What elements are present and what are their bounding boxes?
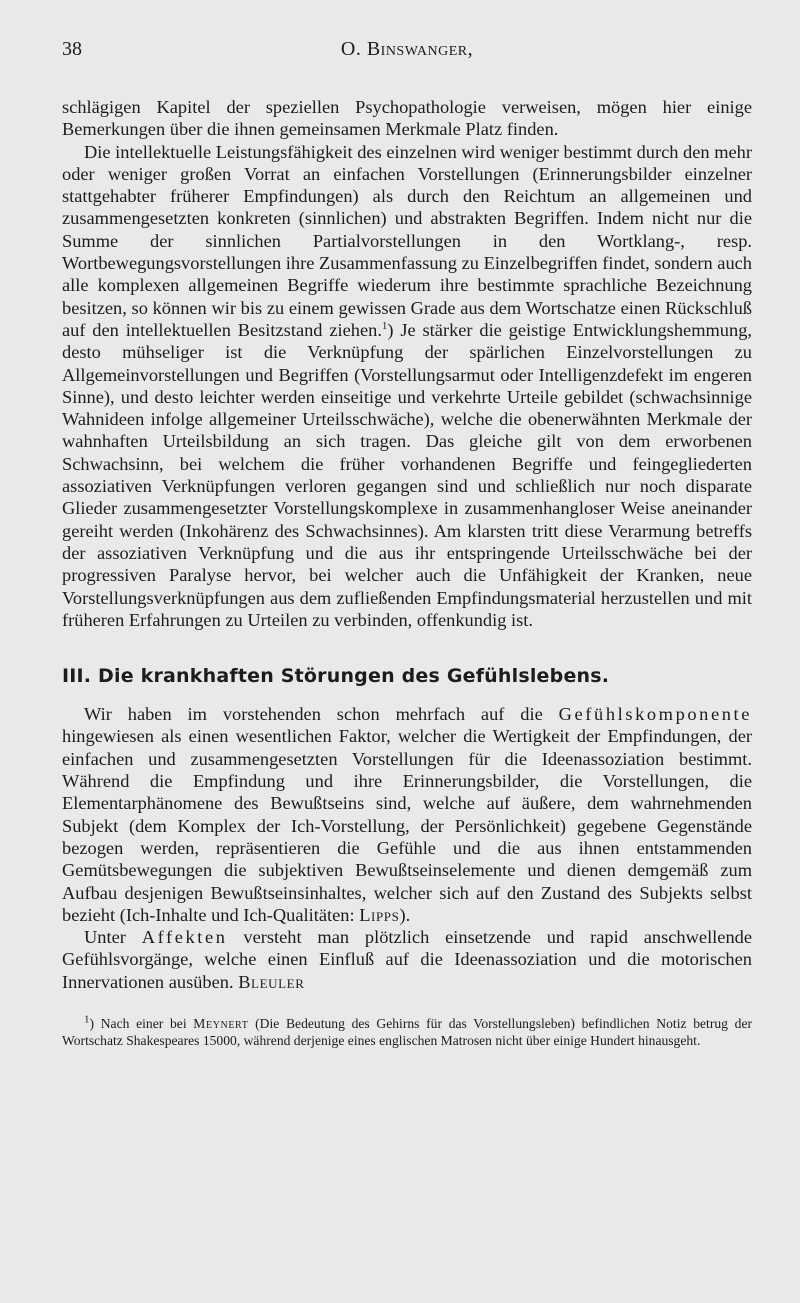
body-text <box>62 96 752 993</box>
paragraph-feelings <box>62 703 752 926</box>
paragraph-feelings-text-c: ). <box>399 904 411 925</box>
paragraph-feelings-text-b: hingewiesen als einen wesentlichen Faktor, welcher die Wertigkeit der Empfindungen, der einfachen und zusammengesetzten Vorstellungen für die Ideenassoziation bestimmt. Während die Empfindung und ihre Erinnerungsbilder, die Vorstellungen, die Elementarphänomene des Bewußtseins sind, welche auf äußere, dem wahrnehmenden Subjekt (dem Komplex der Ich-Vorstellung, der Persönlichkeit) gegebene Gegenstände bezogen werden, repräsentieren die Gefühle und die aus ihnen entstammenden Gemütsbewegungen die subjektiven Bewußtseinselemente und dienen demgemäß zum Aufbau desjenigen Bewußtseinsinhaltes, welcher sich auf den Zustand des Subjekts selbst bezieht (Ich-Inhalte und Ich-Qualitäten: <box>62 726 752 925</box>
paragraph-affects-text-a: Unter <box>84 927 142 948</box>
footnote <box>62 1015 752 1049</box>
author-name-lipps: Lipps <box>359 904 400 925</box>
paragraph-affects-text-b: versteht man plötzlich einsetzende und rapid anschwellende Gefühlsvorgänge, welche einen Einfluß auf die Ideenassoziation und die motorischen Innervationen ausüben. <box>62 927 752 992</box>
page-header <box>62 38 752 68</box>
paragraph-intellect-text-b: ) Je stärker die geistige Entwicklungshemmung, desto mühseliger ist die Verknüpfung der spärlichen Einzelvorstellungen zu Allgemeinvorstellungen und Begriffen (Vorstellungsarmut oder Intelligenzdefekt im engeren Sinne), und desto leichter werden einseitige und verkehrte Urteile gebildet (schwachsinnige Wahnideen infolge allgemeiner Urteilsschwäche), welche die obenerwähnten Merkmale der wahnhaften Urteilsbildung an sich tragen. Das gleiche gilt von dem erworbenen Schwachsinn, bei welchem die früher vorhandenen Begriffe und feingegliederten assoziativen Verknüpfungen verloren gegangen sind und schließlich nur noch disparate Glieder zusammengesetzter Vorstellungskomplexe in zusammenhangloser Weise aneinander gereiht werden (Inkohärenz des Schwachsinnes). Am klarsten tritt diese Verarmung betreffs der assoziativen Verknüpfung und die aus ihr entspringende Urteilsschwäche bei der progressiven Paralyse hervor, bei welcher auch die Unfähigkeit der Kranken, neue Vorstellungsverknüpfungen aus dem zufließenden Empfindungsmaterial herzustellen und mit früheren Erfahrungen zu Urteilen zu verbinden, offenkundig ist. <box>62 319 752 630</box>
author-name-meynert: Meynert <box>193 1015 249 1031</box>
paragraph-intellect <box>62 141 752 632</box>
footnote-text-b: (Die Bedeutung des Gehirns für das Vorstellungsleben) befindlichen Notiz betrug der Wortschatz Shakespeares 15000, während derjenige eines englischen Matrosen nicht über einige Hundert hinausgeht. <box>62 1015 752 1048</box>
section-heading: III. Die krankhaften Störungen des Gefühlslebens. <box>62 665 610 688</box>
paragraph-feelings-text-a: Wir haben im vorstehenden schon mehrfach auf die <box>84 704 559 725</box>
author-name-bleuler: Bleuler <box>238 971 305 992</box>
page-number: 38 <box>62 38 82 60</box>
paragraph-affects <box>62 926 752 993</box>
running-head: O. Binswanger, <box>340 38 474 60</box>
footnote-reference: 1 <box>381 319 388 332</box>
footnote-text-a: ) Nach einer bei <box>89 1015 194 1031</box>
footnote-marker: 1 <box>84 1013 90 1026</box>
emphasized-term-gefuehlskomponente: Gefühlskomponente <box>558 704 752 725</box>
paragraph-continuation: schlägigen Kapitel der speziellen Psychopathologie verweisen, mögen hier einige Bemerkungen über die ihnen gemeinsamen Merkmale Platz finden. <box>62 97 752 140</box>
emphasized-term-affekten: Affekten <box>141 927 228 948</box>
paragraph-intellect-text-a: Die intellektuelle Leistungsfähigkeit des einzelnen wird weniger bestimmt durch den mehr oder weniger großen Vorrat an einfachen Vorstellungen (Erinnerungsbilder einzelner stattgehabter früherer Empfindungen) als durch den Reichtum an allgemeinen und zusammengesetzten konkreten (sinnlichen) und abstrakten Begriffen. Indem nicht nur die Summe der sinnlichen Partialvorstellungen in den Wortklang-, resp. Wortbewegungsvorstellungen ihre Zusammenfassung zu Einzelbegriffen findet, sondern auch alle komplexen allgemeinen Begriffe wiederum ihre bestimmte sprachliche Bezeichnung besitzen, so können wir bis zu einem gewissen Grade aus dem Wortschatze einen Rückschluß auf den intellektuellen Besitzstand ziehen. <box>62 141 752 340</box>
